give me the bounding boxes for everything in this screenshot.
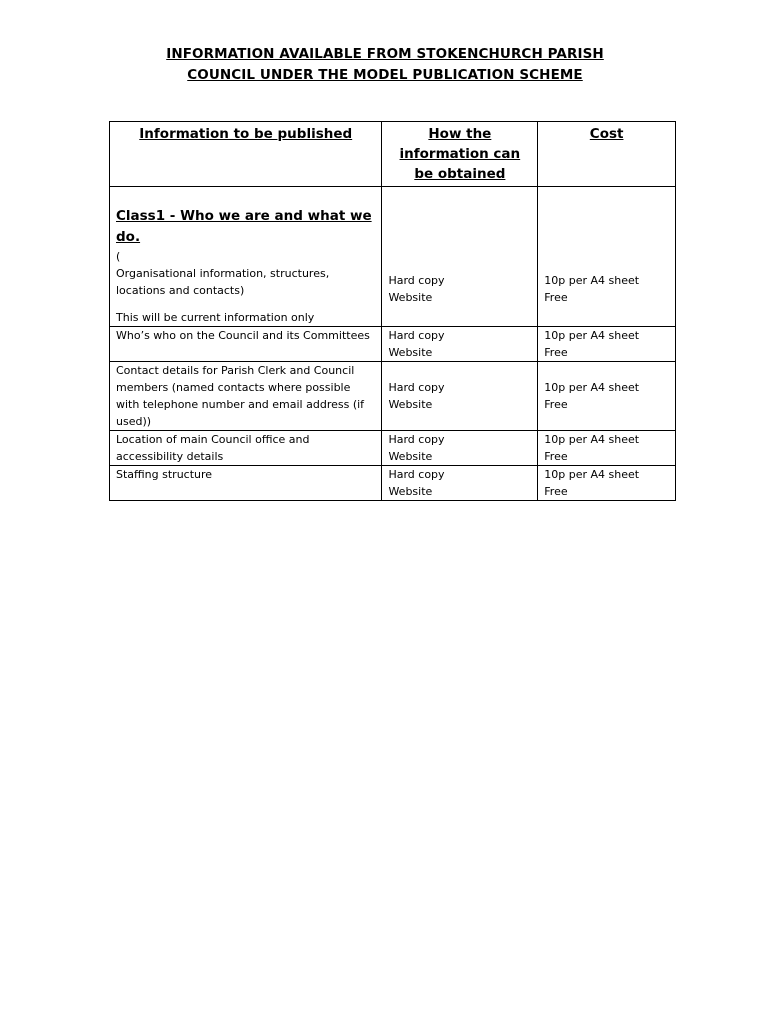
row-info-cell: Who’s who on the Council and its Committees	[110, 327, 382, 362]
row-how-cell: Hard copy Website	[382, 327, 538, 362]
row-info-cell: Location of main Council office and accessibility details	[110, 431, 382, 466]
row-how-cell: Hard copy Website	[382, 431, 538, 466]
row-cost-cell: 10p per A4 sheet Free	[538, 327, 676, 362]
table-header-row	[110, 122, 676, 187]
table-row	[110, 327, 676, 362]
row-cost-cell: 10p per A4 sheet Free	[538, 431, 676, 466]
row-info-cell: Contact details for Parish Clerk and Council members (named contacts where possible with telephone number and email address (if used))	[110, 362, 382, 431]
table-row	[110, 466, 676, 501]
row-how-cell: Hard copy Website	[382, 362, 538, 431]
header-how: How the information can be obtained	[382, 122, 538, 187]
class1-description: Organisational information, structures, locations and contacts)	[116, 267, 330, 297]
row-cost-cell: 10p per A4 sheet Free	[538, 466, 676, 501]
class1-cost-sheet: 10p per A4 sheet	[544, 274, 640, 287]
header-info: Information to be published	[110, 122, 382, 187]
class1-how-cell	[382, 187, 538, 327]
publication-scheme-table	[109, 121, 676, 501]
header-cost: Cost	[538, 122, 676, 187]
table-row	[110, 431, 676, 466]
class1-spacer	[116, 299, 375, 309]
row-info-cell: Staffing structure	[110, 466, 382, 501]
class1-info-cell	[110, 187, 382, 327]
document-title	[0, 44, 770, 86]
class1-heading: Class1 - Who we are and what we do.	[116, 208, 372, 245]
class1-note: This will be current information only	[116, 311, 315, 324]
class1-paren: (	[116, 250, 121, 263]
class1-how-website: Website	[388, 291, 433, 304]
class1-how-hardcopy: Hard copy	[388, 274, 445, 287]
table-row-class1	[110, 187, 676, 327]
row-how-cell: Hard copy Website	[382, 466, 538, 501]
class1-cost-cell	[538, 187, 676, 327]
class1-cost-free: Free	[544, 291, 568, 304]
table-row	[110, 362, 676, 431]
title-line-1: INFORMATION AVAILABLE FROM STOKENCHURCH PARISH	[166, 46, 604, 62]
row-cost-cell: 10p per A4 sheet Free	[538, 362, 676, 431]
title-line-2: COUNCIL UNDER THE MODEL PUBLICATION SCHEME	[187, 67, 583, 83]
